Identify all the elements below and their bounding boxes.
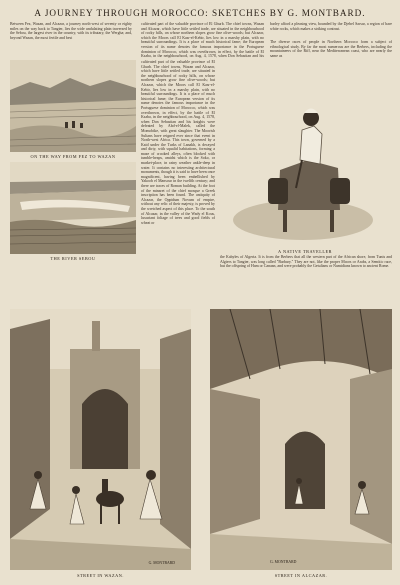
illustration-street-in-wazan <box>10 309 191 570</box>
signature-wazan: G. MONTBARD <box>148 561 175 565</box>
article-text-col3a: barley afford a pleasing view, bounded by the Djebel Sarsar, a region of bare white rocks, which makes a striking contrast. <box>270 22 392 31</box>
article-text-col2: cultivated part of the valuable province of El Ghurb. The chief towns, Wazan and Alcazar, which have little settled trade, are situated in the neighbourhood of rocky hills, on whose northern slopes grow fine olive-woods; but Alcazar, which the Moors call El Kasr-el-Kebir, lies low in a marshy plain, with no beautiful surroundings. It is a place of much historical fame; the European version of its name denotes the famous importance in the Portuguese dominion of Morocco, which was overthrown, in effect, by the battle of El Ksaba, in the neighbourhood, on Aug. 4, 1578, when Don Sebastian and his knights were defeated by Abd-el-Malek, called the Momobike, with great slaughter. The Moorish Sultans have reigned ever since that event in North-west Africa. This town, governed by a Kaid under the Turks of Lanakh, is decayed and dirty, with squalid habitations, forming a maze of crooked alleys, often blocked with tumble-heaps, amidst which is the Soko, or market-place, in rainy weather ankle-deep in water. It contains no interesting architectural monuments, though it is said to have been once magnificent, having been embellished by Yakoob el Mansour in the twelfth century; and there are traces of Roman building. At the foot of the minaret of the chief mosque a Greek inscription has been found. The antiquity of Alcazar, the Oppidum Novum of empire, without any relic of their majesty, is proved by the wretched aspect of this place. To the south of Alcazar, in the valley of the Wady el Kous, luxuriant foliage of trees and good fields of wheat or <box>141 60 215 225</box>
caption-street-in-alcazar: STREET IN ALCAZAR. <box>274 573 328 578</box>
page-title: A JOURNEY THROUGH MOROCCO: SKETCHES BY G. MONTBARD. <box>34 8 366 18</box>
article-text-col3c: the Kabyles of Algeria. It is from the Berbers that all the western part of the African shore, from Tunis and Algiers to Tangier, was long called "Barbary." They are not, like the proper Moors or Arabs, a Semitic race, but the offspring of Ham or Canaan, and were probably the Getulians or Numidians known to ancient Rome. <box>220 255 392 269</box>
article-text-col1: Between Fez, Wazan, and Alcazar, a journey north-west of seventy or eighty miles on the way back to Tangier, lies the wide undulating plain traversed by the Sebou, the largest river in the country, with its tributary, the Wergha; and, beyond Wazan, the most fertile and best <box>10 22 132 40</box>
illustration-native-traveller <box>218 60 392 248</box>
caption-native-traveller: A NATIVE TRAVELLER <box>278 249 332 254</box>
caption-river-sebou: THE RIVER SEBOU <box>50 256 96 261</box>
caption-street-in-wazan: STREET IN WAZAN. <box>77 573 124 578</box>
illustration-river-sebou <box>10 162 136 254</box>
illustration-street-in-alcazar <box>210 309 392 570</box>
article-text-col2-top: cultivated part of the valuable province of El Ghurb. The chief towns, Wazan and Alcazar, which have little settled trade, are situated in the neighbourhood of rocky hills, on whose northern slopes grow fine olive-woods; but Alcazar, which the Moors call El Kasr-el-Kebir, lies low in a marshy plain, with no beautiful surroundings. It is a place of much historical fame; the European version of its name denotes the famous importance in the Portuguese dominion of Morocco, which was overthrown, in effect, by the battle of El Ksaba, in the neighbourhood, on Aug. 4, 1578, when Don Sebastian and his <box>141 22 264 59</box>
illustration-fez-to-wazan <box>10 60 136 152</box>
article-text-col3b: The diverse races of people in Northern Morocco form a subject of ethnological study. By far the most numerous are the Berbers, including the mountaineers of the Riff, near the Mediterranean coast, who are nearly the same as <box>270 40 392 58</box>
signature-alcazar: G. MONTBARD <box>270 560 297 564</box>
caption-fez-to-wazan: ON THE WAY FROM FEZ TO WAZAN <box>30 154 116 159</box>
